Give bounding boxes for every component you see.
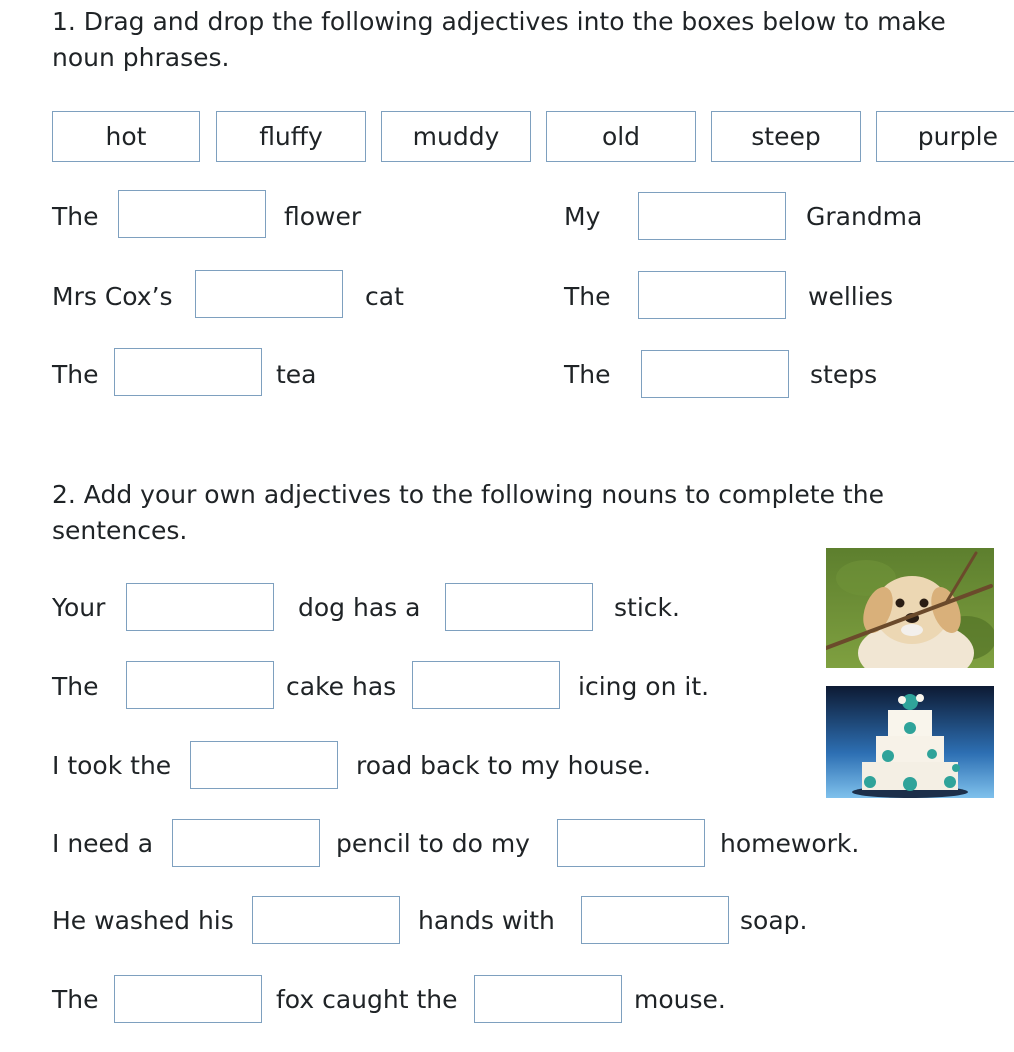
sentence-text: I need a bbox=[52, 829, 154, 858]
word-tile-fluffy[interactable]: fluffy bbox=[216, 111, 366, 162]
drop-box-steps[interactable] bbox=[641, 350, 789, 398]
phrase-word: Mrs Cox’s bbox=[52, 282, 173, 311]
drop-box-wellies[interactable] bbox=[638, 271, 786, 319]
question-1-heading: 1. Drag and drop the following adjectives into the boxes below to make noun phrases. bbox=[52, 7, 946, 72]
wedding-cake-photo bbox=[826, 686, 994, 798]
answer-box-pencil[interactable] bbox=[172, 819, 320, 867]
answer-box-dog[interactable] bbox=[126, 583, 274, 631]
drop-box-cat[interactable] bbox=[195, 270, 343, 318]
drop-box-grandma[interactable] bbox=[638, 192, 786, 240]
sentence-text: homework. bbox=[720, 829, 860, 858]
sentence-text: mouse. bbox=[634, 985, 726, 1014]
sentence-text: road back to my house. bbox=[356, 751, 651, 780]
sentence-text: pencil to do my bbox=[336, 829, 530, 858]
sentence-text: The bbox=[52, 985, 99, 1014]
phrase-noun: steps bbox=[810, 360, 878, 389]
phrase-word: The bbox=[52, 360, 99, 389]
answer-box-soap[interactable] bbox=[581, 896, 729, 944]
word-tile-hot[interactable]: hot bbox=[52, 111, 200, 162]
puppy-illustration bbox=[826, 548, 994, 668]
answer-box-icing[interactable] bbox=[412, 661, 560, 709]
sentence-text: stick. bbox=[614, 593, 680, 622]
sentence-text: soap. bbox=[740, 906, 808, 935]
cake-illustration bbox=[826, 686, 994, 798]
answer-box-cake[interactable] bbox=[126, 661, 274, 709]
word-tile-old[interactable]: old bbox=[546, 111, 696, 162]
phrase-word: My bbox=[564, 202, 601, 231]
word-tile-purple[interactable]: purple bbox=[876, 111, 1014, 162]
answer-box-road[interactable] bbox=[190, 741, 338, 789]
sentence-text: icing on it. bbox=[578, 672, 710, 701]
sentence-text: cake has bbox=[286, 672, 397, 701]
phrase-noun: cat bbox=[365, 282, 404, 311]
question-2-heading: 2. Add your own adjectives to the following nouns to complete the sentences. bbox=[52, 480, 884, 545]
sentence-text: I took the bbox=[52, 751, 172, 780]
sentence-text: Your bbox=[52, 593, 106, 622]
puppy-photo bbox=[826, 548, 994, 668]
sentence-text: hands with bbox=[418, 906, 555, 935]
phrase-noun: flower bbox=[284, 202, 362, 231]
answer-box-fox[interactable] bbox=[114, 975, 262, 1023]
sentence-text: He washed his bbox=[52, 906, 234, 935]
drop-box-tea[interactable] bbox=[114, 348, 262, 396]
sentence-text: dog has a bbox=[298, 593, 421, 622]
phrase-noun: Grandma bbox=[806, 202, 923, 231]
answer-box-stick[interactable] bbox=[445, 583, 593, 631]
phrase-noun: tea bbox=[276, 360, 317, 389]
phrase-noun: wellies bbox=[808, 282, 894, 311]
phrase-word: The bbox=[564, 360, 611, 389]
sentence-text: fox caught the bbox=[276, 985, 458, 1014]
phrase-word: The bbox=[52, 202, 99, 231]
answer-box-homework[interactable] bbox=[557, 819, 705, 867]
word-tile-muddy[interactable]: muddy bbox=[381, 111, 531, 162]
drop-box-the-flower[interactable] bbox=[118, 190, 266, 238]
answer-box-hands[interactable] bbox=[252, 896, 400, 944]
phrase-word: The bbox=[564, 282, 611, 311]
sentence-text: The bbox=[52, 672, 99, 701]
answer-box-mouse[interactable] bbox=[474, 975, 622, 1023]
word-tile-steep[interactable]: steep bbox=[711, 111, 861, 162]
